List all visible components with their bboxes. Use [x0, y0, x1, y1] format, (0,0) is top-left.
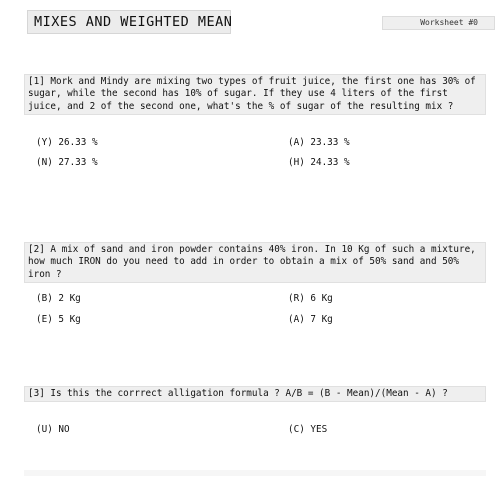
question-2 [24, 242, 486, 283]
worksheet-number: Worksheet #0 [420, 18, 478, 27]
worksheet-title-box [27, 10, 231, 34]
question-1-answer-n[interactable]: (N) 27.33 % [36, 157, 98, 168]
footer-divider [24, 470, 486, 476]
worksheet-title: MIXES AND WEIGHTED MEAN [34, 14, 233, 30]
question-1-text: [1] Mork and Mindy are mixing two types of fruit juice, the first one has 30% of sugar, while the second has 10% of sugar. If they use 4 liters of the first juice, and 2 of the second one, what's the % of sugar of the resulting mix ? [28, 76, 476, 112]
question-2-answer-a[interactable]: (A) 7 Kg [288, 314, 333, 325]
question-1-answer-a[interactable]: (A) 23.33 % [288, 137, 350, 148]
question-3-answer-u[interactable]: (U) NO [36, 424, 70, 435]
question-1-answer-y[interactable]: (Y) 26.33 % [36, 137, 98, 148]
question-2-answer-r[interactable]: (R) 6 Kg [288, 293, 333, 304]
question-1 [24, 74, 486, 115]
question-3 [24, 386, 486, 402]
question-3-answer-c[interactable]: (C) YES [288, 424, 328, 435]
question-2-text: [2] A mix of sand and iron powder contains 40% iron. In 10 Kg of such a mixture, how much IRON do you need to add in order to obtain a mix of 50% sand and 50% iron ? [28, 244, 476, 280]
question-3-text: [3] Is this the corrrect alligation formula ? A/B = (B - Mean)/(Mean - A) ? [28, 388, 448, 399]
worksheet-number-box [382, 16, 495, 30]
question-2-answer-b[interactable]: (B) 2 Kg [36, 293, 81, 304]
question-1-answer-h[interactable]: (H) 24.33 % [288, 157, 350, 168]
question-2-answer-e[interactable]: (E) 5 Kg [36, 314, 81, 325]
